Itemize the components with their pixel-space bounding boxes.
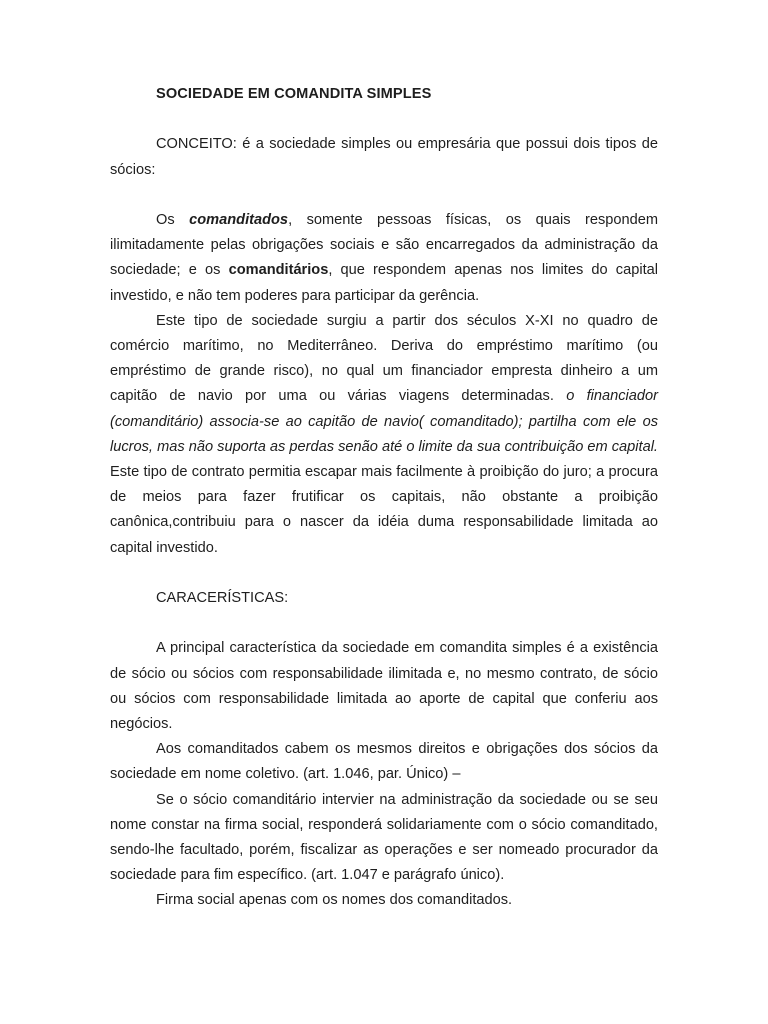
caracteristicas-heading: CARACERÍSTICAS:: [156, 590, 289, 607]
spacer: [110, 183, 658, 208]
principal-caracteristica-paragraph: A principal característica da sociedade em comandita simples é a existência de sócio ou sócios com responsabilidade ilimitada e, no mesmo contrato, de sócio ou sócios com responsabilidade limitada ao aporte de capital que conferiu aos negócios.: [110, 640, 658, 733]
socio-comanditario-paragraph: Se o sócio comanditário intervier na administração da sociedade ou se seu nome constar na firma social, responderá solidariamente com o sócio comanditado, sendo-lhe facultado, porém, fiscalizar as operações e ser nomeado procurador da sociedade para fim específico. (art. 1.047 e parágrafo único).: [110, 791, 658, 884]
spacer: [110, 611, 658, 636]
paragraph-text: Este tipo de sociedade surgiu a partir dos séculos X-XI no quadro de comércio marítimo, no Mediterrâneo. Deriva do empréstimo marítimo (ou empréstimo de grande risco), no qual um financiador empresta dinheiro a um capitão de navio por uma ou várias viagens determinadas.: [110, 312, 658, 405]
direitos-paragraph: Aos comanditados cabem os mesmos direitos e obrigações dos sócios da sociedade em nome coletivo. (art. 1.046, par. Único) –: [110, 741, 658, 783]
paragraph-text: Os: [156, 211, 190, 228]
conceito-paragraph: CONCEITO: é a sociedade simples ou empresária que possui dois tipos de sócios:: [110, 136, 658, 178]
firma-social-paragraph: Firma social apenas com os nomes dos comanditados.: [156, 892, 513, 909]
italic-quote: o financiador (comanditário) associa-se ao capitão de navio( comanditado); partilha com ele os lucros, mas não suporta as perdas senão até o limite da sua contribuição em capital.: [110, 388, 658, 455]
history-paragraph: [110, 309, 658, 561]
paragraph-text: Este tipo de contrato permitia escapar mais facilmente à proibição do juro; a procura de meios para fazer frutificar os capitais, não obstante a proibição canônica,contribuiu para o nascer da idéia duma responsabilidade limitada ao capital investido.: [110, 464, 658, 556]
document-title: SOCIEDADE EM COMANDITA SIMPLES: [156, 86, 432, 102]
term-comanditarios: comanditários: [228, 262, 329, 279]
spacer: [110, 107, 658, 132]
spacer: [110, 561, 658, 586]
term-comanditados: comanditados: [189, 211, 289, 228]
paragraph-text: , somente pessoas físicas, os quais respondem ilimitadamente pelas obrigações sociais e são encarregados da administração da sociedade; e os: [110, 211, 658, 279]
paragraph-text: , que respondem apenas nos limites do capital investido, e não tem poderes para participar da gerência.: [110, 262, 658, 304]
comanditados-paragraph: [110, 208, 658, 309]
